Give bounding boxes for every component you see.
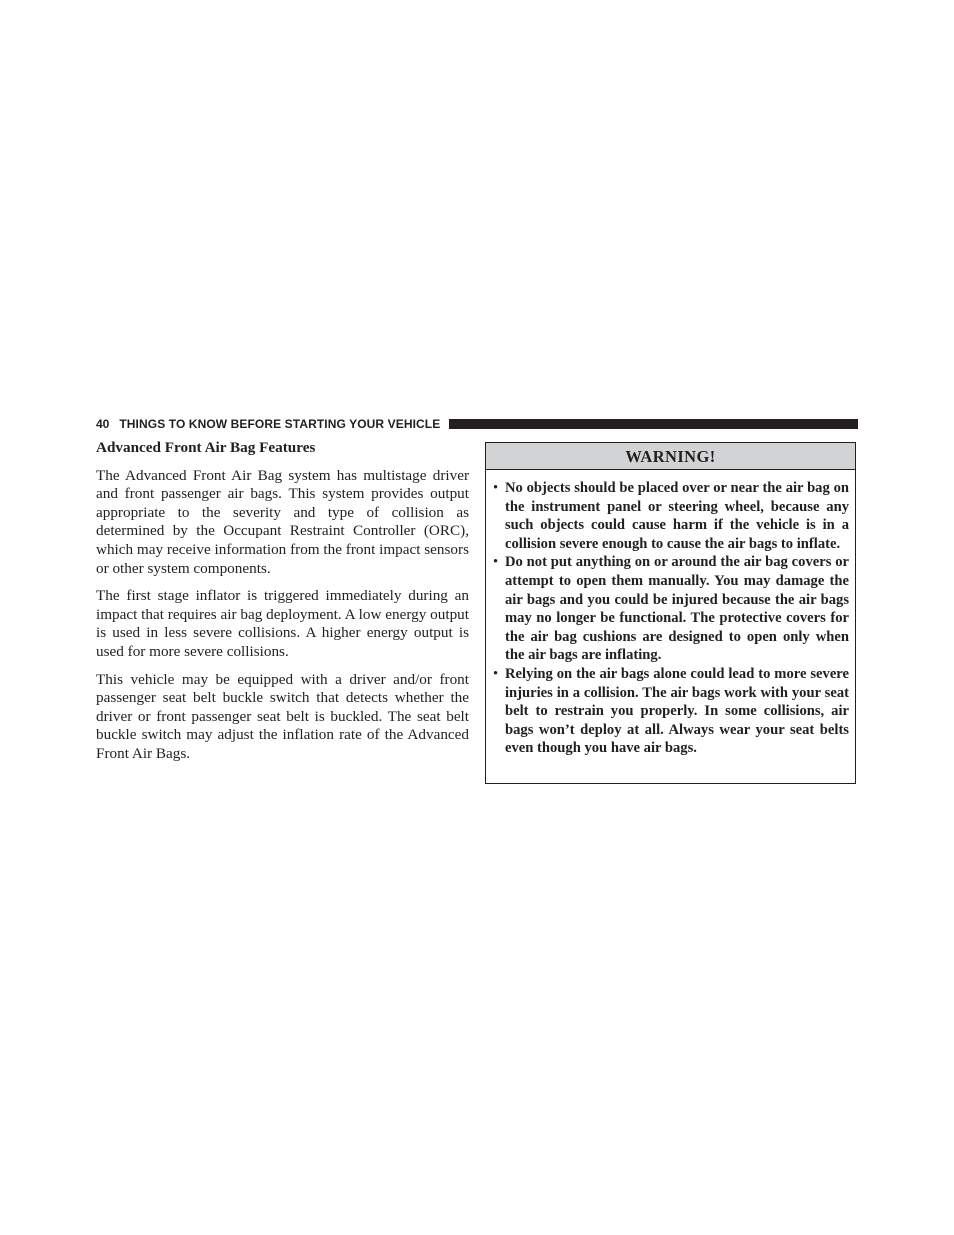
- bullet-icon: •: [493, 665, 499, 682]
- bullet-icon: •: [493, 554, 499, 571]
- paragraph-1: The Advanced Front Air Bag system has multistage driver and front passenger air bags. This system provides output appropriate to the severity and type of collision as determined by the Occupant Restraint Controller (ORC), which may receive information from the front impact sensors or other system components.: [96, 466, 469, 577]
- page-header: [96, 417, 858, 431]
- warning-item: [492, 665, 849, 758]
- section-title: THINGS TO KNOW BEFORE STARTING YOUR VEHICLE: [119, 417, 441, 431]
- header-rule: [449, 419, 858, 429]
- warning-item-text: Do not put anything on or around the air bag covers or attempt to open them manually. You may damage the air bags and you could be injured because the air bags may no longer be functional. The protective covers for the air bag cushions are designed to open only when the air bags are inflating.: [505, 554, 849, 664]
- warning-title: WARNING!: [486, 443, 855, 470]
- warning-item-text: Relying on the air bags alone could lead to more severe injuries in a collision. The air bags work with your seat belt to restrain you properly. In some collisions, air bags won’t deploy at all. Always wear your seat belts even though you have air bags.: [505, 665, 849, 757]
- warning-item: [492, 553, 849, 665]
- left-column: [96, 439, 469, 773]
- paragraph-2: The first stage inflator is triggered immediately during an impact that requires air bag deployment. A low energy output is used in less severe collisions. A higher energy output is used for more severe collisions.: [96, 587, 469, 660]
- page-number: 40: [96, 417, 110, 431]
- subsection-heading: Advanced Front Air Bag Features: [96, 439, 316, 456]
- warning-box: [485, 442, 856, 784]
- bullet-icon: •: [493, 480, 499, 496]
- warning-item-text: No objects should be placed over or near the air bag on the instrument panel or steering wheel, because any such objects could cause harm if the vehicle is in a collision severe enough to cause the air bags to inflate.: [505, 480, 849, 552]
- paragraph-3: This vehicle may be equipped with a driver and/or front passenger seat belt buckle switch that detects whether the driver or front passenger seat belt is buckled. The seat belt buckle switch may adjust the inflation rate of the Advanced Front Air Bags.: [96, 670, 469, 762]
- warning-list: [486, 470, 855, 758]
- warning-item: [492, 479, 849, 553]
